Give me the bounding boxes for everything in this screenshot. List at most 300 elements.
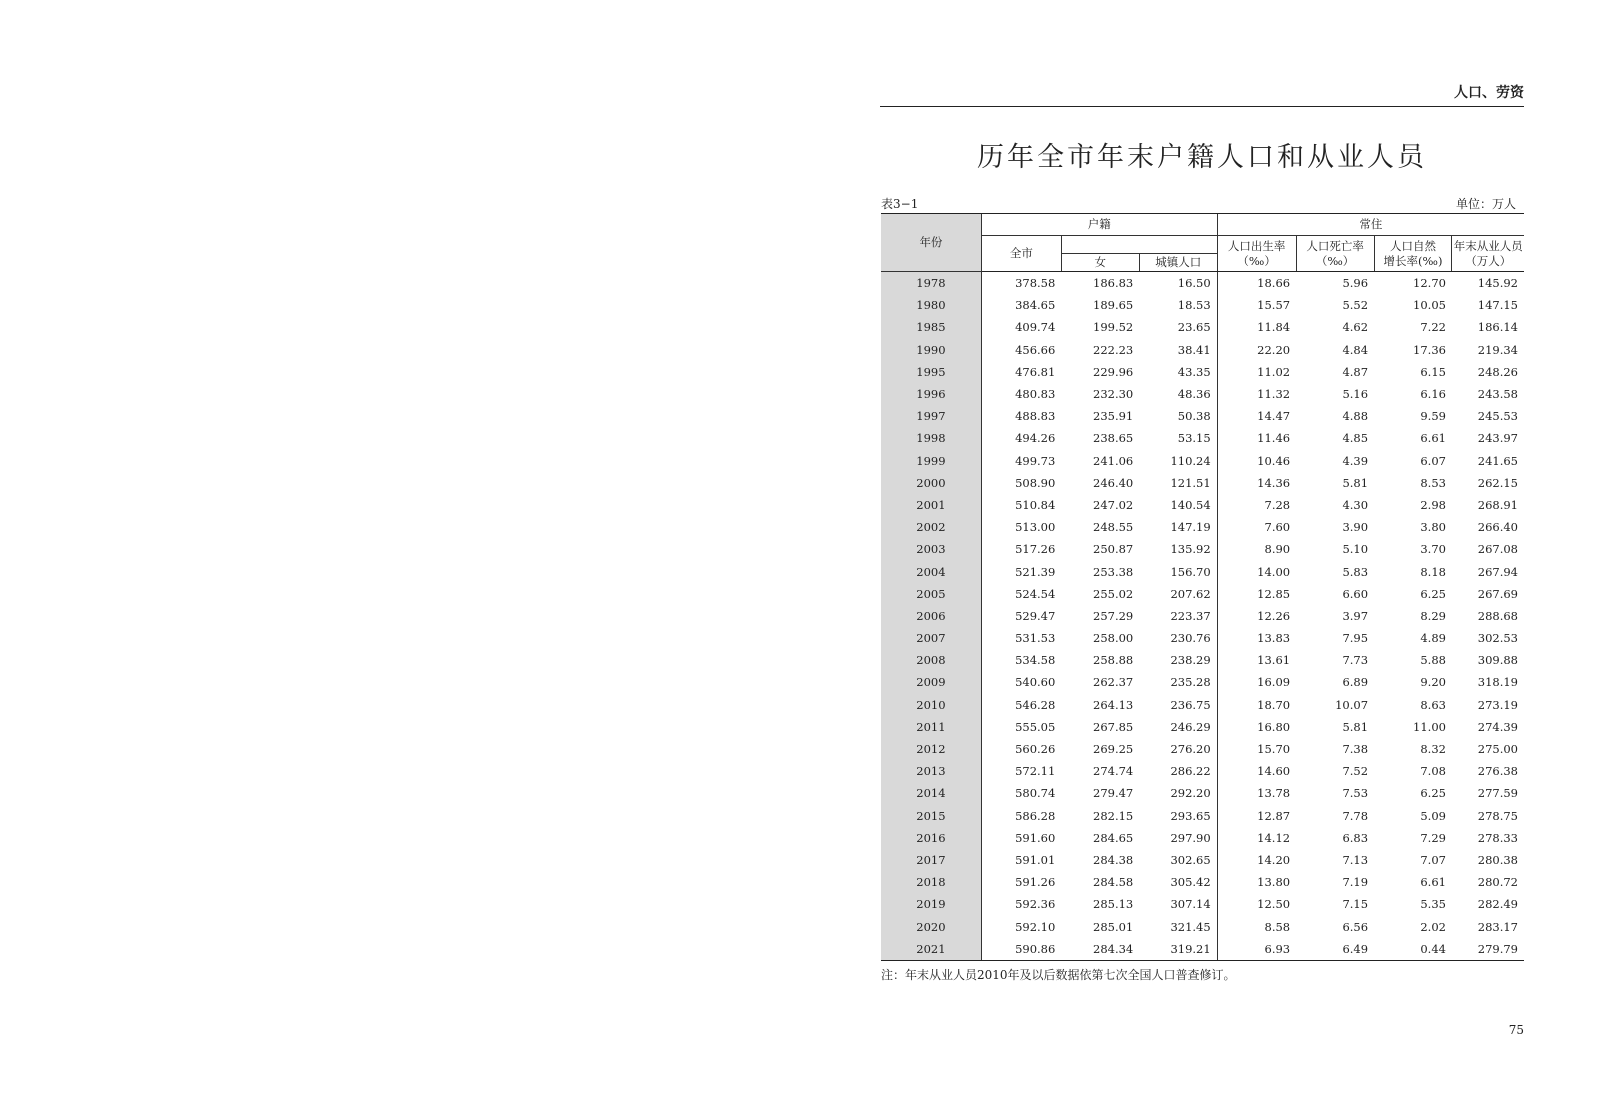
cell-female: 186.83 <box>1093 276 1134 291</box>
cell-natural-growth: 7.08 <box>1420 764 1446 779</box>
header-all-city: 全市 <box>981 236 1061 272</box>
unit-label: 单位：万人 <box>1455 197 1516 211</box>
cell-employed: 266.40 <box>1477 520 1518 535</box>
cell-year: 2000 <box>881 472 981 494</box>
cell-natural-growth: 5.88 <box>1420 653 1446 668</box>
cell-death-rate: 5.52 <box>1342 298 1369 313</box>
cell-death-rate: 7.53 <box>1342 786 1369 801</box>
cell-birth-rate: 16.09 <box>1217 671 1296 693</box>
cell-year: 2001 <box>881 494 981 516</box>
cell-female: 248.55 <box>1093 520 1134 535</box>
employed-line2: （万人） <box>1465 253 1512 268</box>
cell-employed: 274.39 <box>1477 719 1518 734</box>
cell-natural-growth: 6.61 <box>1420 875 1446 890</box>
cell-all-city: 524.54 <box>981 583 1061 605</box>
cell-female: 274.74 <box>1093 764 1134 779</box>
cell-all-city: 384.65 <box>981 294 1061 316</box>
cell-all-city: 480.83 <box>981 383 1061 405</box>
cell-employed: 278.33 <box>1477 830 1518 845</box>
cell-female: 284.58 <box>1093 875 1134 890</box>
cell-female: 250.87 <box>1093 542 1134 557</box>
cell-urban: 110.24 <box>1170 453 1211 468</box>
table-row <box>881 649 1524 671</box>
cell-urban: 207.62 <box>1170 586 1211 601</box>
cell-death-rate: 7.19 <box>1342 875 1369 890</box>
cell-birth-rate: 12.85 <box>1217 583 1296 605</box>
cell-natural-growth: 8.63 <box>1420 697 1446 712</box>
cell-female: 262.37 <box>1093 675 1134 690</box>
cell-all-city: 476.81 <box>981 361 1061 383</box>
table-row <box>881 827 1524 849</box>
cell-birth-rate: 11.02 <box>1217 361 1296 383</box>
cell-birth-rate: 14.20 <box>1217 849 1296 871</box>
table-row <box>881 516 1524 538</box>
cell-death-rate: 6.83 <box>1342 830 1369 845</box>
cell-employed: 268.91 <box>1477 497 1518 512</box>
table-row <box>881 427 1524 449</box>
cell-urban: 297.90 <box>1170 830 1211 845</box>
cell-natural-growth: 10.05 <box>1413 298 1446 313</box>
birth-rate-label: 人口出生率 <box>1227 238 1286 253</box>
cell-urban: 16.50 <box>1177 276 1211 291</box>
cell-female: 284.65 <box>1093 830 1134 845</box>
header-female: 女 <box>1061 254 1139 272</box>
cell-natural-growth: 7.29 <box>1420 830 1446 845</box>
header-natural-growth <box>1374 236 1452 272</box>
cell-death-rate: 7.78 <box>1342 808 1369 823</box>
cell-female: 285.01 <box>1093 919 1134 934</box>
cell-urban: 286.22 <box>1170 764 1211 779</box>
cell-natural-growth: 8.18 <box>1420 564 1446 579</box>
cell-urban: 23.65 <box>1177 320 1211 335</box>
table-row <box>881 361 1524 383</box>
cell-year: 2016 <box>881 827 981 849</box>
cell-year: 2021 <box>881 938 981 961</box>
footnote: 注：年末从业人员2010年及以后数据依第七次全国人口普查修订。 <box>881 968 1236 982</box>
cell-employed: 219.34 <box>1477 342 1518 357</box>
cell-employed: 147.15 <box>1477 298 1518 313</box>
natural-growth-line1: 人口自然 <box>1390 238 1436 253</box>
table-row <box>881 405 1524 427</box>
cell-natural-growth: 8.32 <box>1420 742 1446 757</box>
cell-employed: 279.79 <box>1452 938 1524 961</box>
cell-female: 238.65 <box>1093 431 1134 446</box>
cell-death-rate: 3.90 <box>1342 520 1369 535</box>
table-row <box>881 893 1524 915</box>
header-huji: 户籍 <box>981 214 1217 236</box>
cell-death-rate: 5.16 <box>1342 387 1369 402</box>
cell-urban: 305.42 <box>1170 875 1211 890</box>
cell-all-city: 591.60 <box>981 827 1061 849</box>
cell-employed: 275.00 <box>1477 742 1518 757</box>
cell-natural-growth: 6.61 <box>1420 431 1446 446</box>
cell-year: 1980 <box>881 294 981 316</box>
cell-female: 235.91 <box>1093 409 1134 424</box>
cell-employed: 280.38 <box>1477 852 1518 867</box>
cell-death-rate: 6.60 <box>1342 586 1369 601</box>
table-row <box>881 560 1524 582</box>
cell-death-rate: 5.81 <box>1342 719 1369 734</box>
cell-female: 284.38 <box>1093 852 1134 867</box>
cell-all-city: 517.26 <box>981 538 1061 560</box>
header-birth-rate <box>1217 236 1296 272</box>
cell-natural-growth: 9.20 <box>1420 675 1446 690</box>
cell-year: 2007 <box>881 627 981 649</box>
cell-natural-growth: 7.07 <box>1420 852 1446 867</box>
death-rate-unit: （‰） <box>1315 253 1355 268</box>
table-row <box>881 671 1524 693</box>
cell-year: 1978 <box>881 272 981 295</box>
cell-birth-rate: 6.93 <box>1217 938 1296 961</box>
page-number: 75 <box>1508 1023 1524 1037</box>
page-title: 历年全市年末户籍人口和从业人员 <box>977 142 1427 173</box>
cell-year: 1985 <box>881 316 981 338</box>
cell-urban: 293.65 <box>1170 808 1211 823</box>
table-row <box>881 782 1524 804</box>
cell-birth-rate: 12.87 <box>1217 805 1296 827</box>
employed-line1: 年末从业人员 <box>1453 238 1523 253</box>
cell-all-city: 560.26 <box>981 738 1061 760</box>
cell-employed: 186.14 <box>1477 320 1518 335</box>
cell-year: 2006 <box>881 605 981 627</box>
table-row <box>881 316 1524 338</box>
header-huji-sub <box>1061 236 1217 254</box>
cell-all-city: 508.90 <box>981 472 1061 494</box>
table-body <box>881 272 1524 961</box>
cell-year: 2019 <box>881 893 981 915</box>
cell-urban: 230.76 <box>1170 631 1211 646</box>
cell-birth-rate: 22.20 <box>1217 339 1296 361</box>
header-changzhu: 常住 <box>1217 214 1524 236</box>
table-row <box>881 494 1524 516</box>
cell-birth-rate: 18.66 <box>1217 272 1296 295</box>
cell-female: 267.85 <box>1093 719 1134 734</box>
table-row <box>881 871 1524 893</box>
cell-all-city: 540.60 <box>981 671 1061 693</box>
cell-female: 189.65 <box>1093 298 1134 313</box>
cell-employed: 241.65 <box>1477 453 1518 468</box>
cell-death-rate: 7.73 <box>1342 653 1369 668</box>
header-urban: 城镇人口 <box>1139 254 1217 272</box>
cell-birth-rate: 15.70 <box>1217 738 1296 760</box>
cell-urban: 18.53 <box>1177 298 1211 313</box>
cell-all-city: 529.47 <box>981 605 1061 627</box>
cell-urban: 276.20 <box>1170 742 1211 757</box>
cell-natural-growth: 3.80 <box>1420 520 1446 535</box>
cell-urban: 235.28 <box>1170 675 1211 690</box>
cell-female: 284.34 <box>1061 938 1139 961</box>
cell-urban: 50.38 <box>1177 409 1211 424</box>
cell-employed: 309.88 <box>1477 653 1518 668</box>
cell-female: 282.15 <box>1093 808 1134 823</box>
cell-employed: 277.59 <box>1477 786 1518 801</box>
cell-urban: 48.36 <box>1177 387 1211 402</box>
cell-year: 1997 <box>881 405 981 427</box>
cell-birth-rate: 14.00 <box>1217 560 1296 582</box>
cell-female: 241.06 <box>1093 453 1134 468</box>
table-row <box>881 849 1524 871</box>
cell-death-rate: 7.52 <box>1342 764 1369 779</box>
cell-death-rate: 4.88 <box>1342 409 1369 424</box>
table-row <box>881 294 1524 316</box>
cell-birth-rate: 14.12 <box>1217 827 1296 849</box>
cell-natural-growth: 6.25 <box>1420 786 1446 801</box>
header-employed <box>1452 236 1524 272</box>
cell-natural-growth: 12.70 <box>1413 276 1446 291</box>
cell-death-rate: 4.30 <box>1342 497 1369 512</box>
cell-female: 199.52 <box>1093 320 1134 335</box>
cell-employed: 280.72 <box>1477 875 1518 890</box>
cell-natural-growth: 2.98 <box>1420 497 1446 512</box>
cell-all-city: 494.26 <box>981 427 1061 449</box>
cell-all-city: 586.28 <box>981 805 1061 827</box>
table-row <box>881 915 1524 937</box>
cell-death-rate: 4.39 <box>1342 453 1369 468</box>
table-row <box>881 716 1524 738</box>
cell-natural-growth: 3.70 <box>1420 542 1446 557</box>
natural-growth-line2: 增长率(‰) <box>1383 253 1443 268</box>
cell-female: 285.13 <box>1093 897 1134 912</box>
cell-all-city: 592.10 <box>981 915 1061 937</box>
cell-death-rate: 7.38 <box>1342 742 1369 757</box>
cell-female: 258.00 <box>1093 631 1134 646</box>
cell-natural-growth: 4.89 <box>1420 631 1446 646</box>
table-row <box>881 738 1524 760</box>
cell-employed: 318.19 <box>1477 675 1518 690</box>
cell-all-city: 378.58 <box>981 272 1061 295</box>
cell-urban: 156.70 <box>1170 564 1211 579</box>
cell-death-rate: 6.56 <box>1342 919 1369 934</box>
cell-birth-rate: 12.26 <box>1217 605 1296 627</box>
cell-year: 1998 <box>881 427 981 449</box>
cell-all-city: 590.86 <box>981 938 1061 961</box>
cell-death-rate: 3.97 <box>1342 608 1369 623</box>
cell-natural-growth: 11.00 <box>1413 719 1446 734</box>
cell-urban: 302.65 <box>1170 852 1211 867</box>
population-table <box>881 213 1524 961</box>
cell-death-rate: 4.87 <box>1342 364 1369 379</box>
cell-urban: 38.41 <box>1177 342 1211 357</box>
cell-year: 2017 <box>881 849 981 871</box>
cell-death-rate: 6.49 <box>1296 938 1374 961</box>
cell-year: 2004 <box>881 560 981 582</box>
cell-year: 2020 <box>881 915 981 937</box>
cell-all-city: 521.39 <box>981 560 1061 582</box>
cell-all-city: 546.28 <box>981 694 1061 716</box>
cell-birth-rate: 15.57 <box>1217 294 1296 316</box>
cell-urban: 121.51 <box>1170 475 1211 490</box>
cell-all-city: 580.74 <box>981 782 1061 804</box>
cell-natural-growth: 8.53 <box>1420 475 1446 490</box>
cell-urban: 43.35 <box>1177 364 1211 379</box>
cell-all-city: 592.36 <box>981 893 1061 915</box>
cell-employed: 245.53 <box>1477 409 1518 424</box>
cell-employed: 248.26 <box>1477 364 1518 379</box>
cell-death-rate: 7.95 <box>1342 631 1369 646</box>
cell-birth-rate: 13.61 <box>1217 649 1296 671</box>
cell-birth-rate: 7.28 <box>1217 494 1296 516</box>
cell-year: 1996 <box>881 383 981 405</box>
cell-female: 255.02 <box>1093 586 1134 601</box>
cell-employed: 288.68 <box>1477 608 1518 623</box>
cell-birth-rate: 13.80 <box>1217 871 1296 893</box>
cell-natural-growth: 7.22 <box>1420 320 1446 335</box>
cell-urban: 307.14 <box>1170 897 1211 912</box>
cell-employed: 267.08 <box>1477 542 1518 557</box>
cell-year: 1995 <box>881 361 981 383</box>
cell-female: 258.88 <box>1093 653 1134 668</box>
cell-female: 253.38 <box>1093 564 1134 579</box>
cell-year: 2010 <box>881 694 981 716</box>
cell-urban: 236.75 <box>1170 697 1211 712</box>
cell-birth-rate: 14.60 <box>1217 760 1296 782</box>
cell-female: 247.02 <box>1093 497 1134 512</box>
cell-all-city: 534.58 <box>981 649 1061 671</box>
cell-urban: 223.37 <box>1170 608 1211 623</box>
table-row <box>881 805 1524 827</box>
cell-urban: 140.54 <box>1170 497 1211 512</box>
cell-urban: 147.19 <box>1170 520 1211 535</box>
cell-urban: 53.15 <box>1177 431 1211 446</box>
cell-employed: 302.53 <box>1477 631 1518 646</box>
cell-death-rate: 10.07 <box>1335 697 1369 712</box>
cell-natural-growth: 0.44 <box>1374 938 1452 961</box>
cell-natural-growth: 5.09 <box>1420 808 1446 823</box>
cell-all-city: 555.05 <box>981 716 1061 738</box>
cell-natural-growth: 17.36 <box>1413 342 1446 357</box>
cell-death-rate: 4.62 <box>1342 320 1369 335</box>
table-row <box>881 583 1524 605</box>
cell-birth-rate: 11.84 <box>1217 316 1296 338</box>
cell-death-rate: 5.83 <box>1342 564 1369 579</box>
header-death-rate <box>1296 236 1374 272</box>
cell-employed: 282.49 <box>1477 897 1518 912</box>
cell-female: 229.96 <box>1093 364 1134 379</box>
cell-year: 2018 <box>881 871 981 893</box>
cell-birth-rate: 14.36 <box>1217 472 1296 494</box>
cell-all-city: 488.83 <box>981 405 1061 427</box>
cell-employed: 267.69 <box>1477 586 1518 601</box>
table-label: 表3−1 <box>881 197 919 211</box>
cell-death-rate: 4.85 <box>1342 431 1369 446</box>
cell-all-city: 510.84 <box>981 494 1061 516</box>
cell-year: 2012 <box>881 738 981 760</box>
table-row <box>881 272 1524 295</box>
cell-all-city: 499.73 <box>981 450 1061 472</box>
cell-urban: 135.92 <box>1170 542 1211 557</box>
cell-year: 2014 <box>881 782 981 804</box>
cell-year: 2009 <box>881 671 981 693</box>
table-row <box>881 694 1524 716</box>
cell-year: 1999 <box>881 450 981 472</box>
cell-year: 2013 <box>881 760 981 782</box>
cell-year: 2003 <box>881 538 981 560</box>
cell-urban: 246.29 <box>1170 719 1211 734</box>
table-row <box>881 627 1524 649</box>
cell-natural-growth: 6.16 <box>1420 387 1446 402</box>
cell-natural-growth: 6.25 <box>1420 586 1446 601</box>
table-row <box>881 383 1524 405</box>
table-row <box>881 938 1524 961</box>
cell-birth-rate: 16.80 <box>1217 716 1296 738</box>
cell-birth-rate: 8.90 <box>1217 538 1296 560</box>
cell-year: 2008 <box>881 649 981 671</box>
cell-all-city: 531.53 <box>981 627 1061 649</box>
cell-death-rate: 5.96 <box>1342 276 1369 291</box>
cell-year: 2015 <box>881 805 981 827</box>
table-row <box>881 450 1524 472</box>
cell-natural-growth: 5.35 <box>1420 897 1446 912</box>
cell-employed: 273.19 <box>1477 697 1518 712</box>
table-row <box>881 538 1524 560</box>
cell-birth-rate: 7.60 <box>1217 516 1296 538</box>
cell-female: 269.25 <box>1093 742 1134 757</box>
cell-death-rate: 5.81 <box>1342 475 1369 490</box>
cell-birth-rate: 12.50 <box>1217 893 1296 915</box>
cell-employed: 276.38 <box>1477 764 1518 779</box>
cell-employed: 145.92 <box>1477 276 1518 291</box>
cell-death-rate: 4.84 <box>1342 342 1369 357</box>
cell-natural-growth: 6.07 <box>1420 453 1446 468</box>
table-row <box>881 339 1524 361</box>
cell-year: 2002 <box>881 516 981 538</box>
cell-female: 246.40 <box>1093 475 1134 490</box>
cell-death-rate: 7.13 <box>1342 852 1369 867</box>
cell-natural-growth: 6.15 <box>1420 364 1446 379</box>
cell-female: 264.13 <box>1093 697 1134 712</box>
cell-urban: 321.45 <box>1170 919 1211 934</box>
table-row <box>881 760 1524 782</box>
cell-female: 222.23 <box>1093 342 1134 357</box>
cell-all-city: 591.01 <box>981 849 1061 871</box>
cell-birth-rate: 8.58 <box>1217 915 1296 937</box>
cell-death-rate: 6.89 <box>1342 675 1369 690</box>
cell-year: 2011 <box>881 716 981 738</box>
cell-employed: 283.17 <box>1477 919 1518 934</box>
cell-all-city: 572.11 <box>981 760 1061 782</box>
cell-birth-rate: 13.83 <box>1217 627 1296 649</box>
cell-birth-rate: 10.46 <box>1217 450 1296 472</box>
cell-female: 257.29 <box>1093 608 1134 623</box>
cell-employed: 243.97 <box>1477 431 1518 446</box>
cell-year: 1990 <box>881 339 981 361</box>
cell-employed: 267.94 <box>1477 564 1518 579</box>
cell-death-rate: 7.15 <box>1342 897 1369 912</box>
cell-natural-growth: 8.29 <box>1420 608 1446 623</box>
cell-employed: 262.15 <box>1477 475 1518 490</box>
death-rate-label: 人口死亡率 <box>1306 238 1364 253</box>
birth-rate-unit: （‰） <box>1237 253 1276 268</box>
section-header: 人口、劳资 <box>880 84 1524 107</box>
cell-birth-rate: 11.32 <box>1217 383 1296 405</box>
cell-death-rate: 5.10 <box>1342 542 1369 557</box>
header-year: 年份 <box>881 214 981 272</box>
cell-birth-rate: 11.46 <box>1217 427 1296 449</box>
cell-female: 232.30 <box>1093 387 1134 402</box>
cell-natural-growth: 9.59 <box>1420 409 1446 424</box>
cell-natural-growth: 2.02 <box>1420 919 1446 934</box>
cell-female: 279.47 <box>1093 786 1134 801</box>
cell-urban: 319.21 <box>1139 938 1217 961</box>
cell-urban: 292.20 <box>1170 786 1211 801</box>
cell-birth-rate: 18.70 <box>1217 694 1296 716</box>
cell-employed: 243.58 <box>1477 387 1518 402</box>
table-row <box>881 472 1524 494</box>
cell-urban: 238.29 <box>1170 653 1211 668</box>
cell-birth-rate: 13.78 <box>1217 782 1296 804</box>
cell-birth-rate: 14.47 <box>1217 405 1296 427</box>
cell-all-city: 591.26 <box>981 871 1061 893</box>
